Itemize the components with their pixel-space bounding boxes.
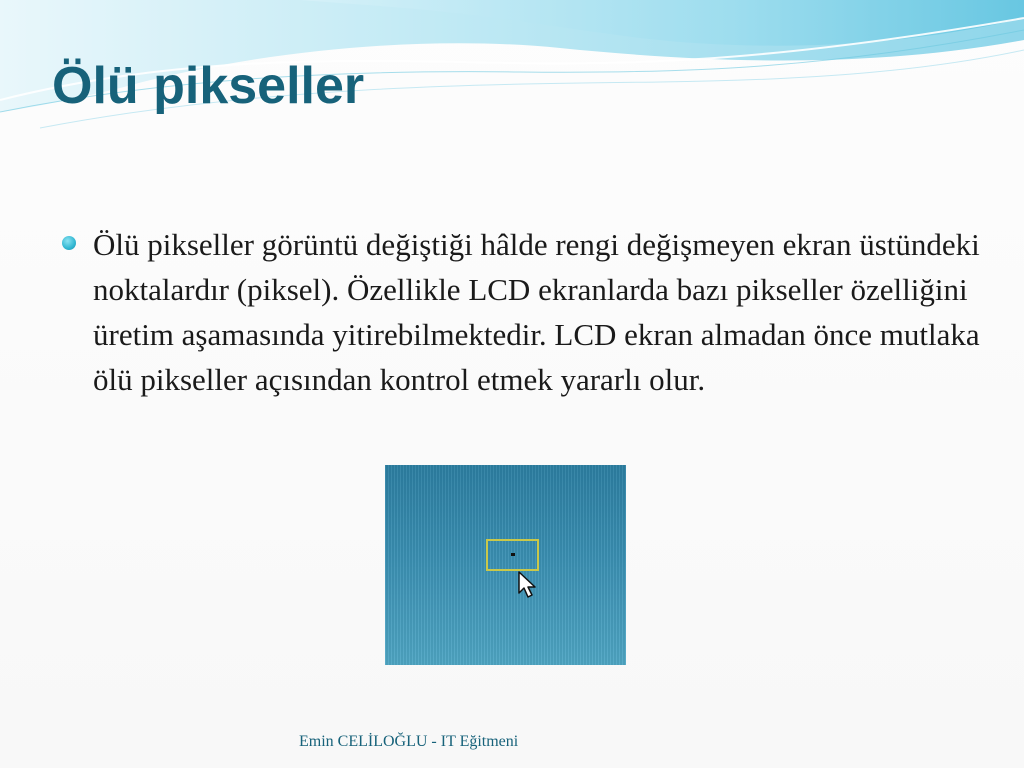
dead-pixel-photo <box>385 465 626 665</box>
dead-pixel <box>511 553 515 556</box>
slide-title: Ölü pikseller <box>52 57 365 115</box>
footer-text: Emin CELİLOĞLU - IT Eğitmeni <box>299 733 519 750</box>
bullet-dot-icon <box>62 236 76 250</box>
highlight-box <box>486 539 539 571</box>
mouse-pointer-icon <box>517 571 539 601</box>
bullet-item <box>62 222 982 402</box>
bullet-text: Ölü pikseller görüntü değiştiği hâlde rengi değişmeyen ekran üstündeki noktalardır (piksel). Özellikle LCD ekranlarda bazı pikseller özelliğini üretim aşamasında yitirebilmektedir. LCD ekran almadan önce mutlaka ölü pikseller açısından kontrol etmek yararlı olur. <box>93 227 980 397</box>
bullet-list <box>62 222 982 402</box>
